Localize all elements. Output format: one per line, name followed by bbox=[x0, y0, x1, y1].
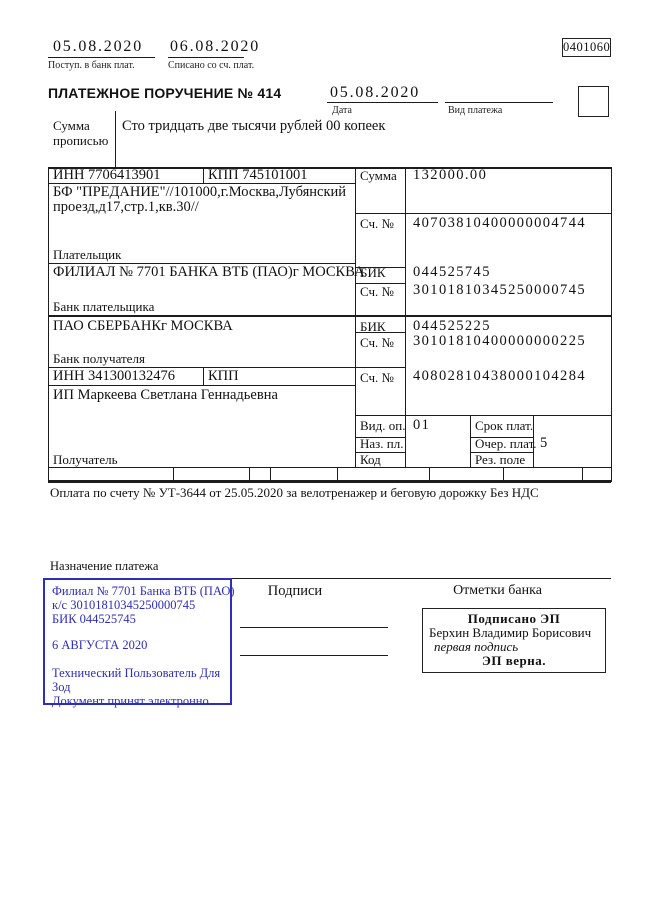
payer-section-label: Плательщик bbox=[53, 247, 122, 262]
payee-bank-section-label: Банк получателя bbox=[53, 351, 145, 366]
payer-inn-kpp-divider bbox=[203, 167, 204, 183]
bank-stamp-line: Филиал № 7701 Банка ВТБ (ПАО) bbox=[52, 584, 235, 598]
debited-date-label: Списано со сч. плат. bbox=[168, 60, 255, 71]
table-line-amount bbox=[355, 213, 611, 214]
payment-kind-checkbox bbox=[578, 86, 609, 117]
signature-line-2 bbox=[240, 655, 388, 656]
amount-words-label-1: Сумма bbox=[53, 118, 90, 133]
table-line-payee-acc bbox=[355, 415, 611, 416]
debited-date: 06.08.2020 bbox=[170, 38, 260, 55]
payee-bank-account-label: Сч. № bbox=[360, 335, 394, 350]
table-line-bottom bbox=[48, 480, 611, 483]
bank-marks-header: Отметки банка bbox=[453, 583, 542, 598]
received-date-underline bbox=[48, 57, 155, 58]
esign-title: Подписано ЭП bbox=[467, 611, 561, 626]
form-code: 0401060 bbox=[563, 40, 611, 54]
bank-stamp-line: к/с 30101810345250000745 bbox=[52, 598, 196, 612]
tax-field-divider bbox=[337, 467, 338, 480]
bank-stamp-line: Зод bbox=[52, 680, 71, 694]
amount-label: Сумма bbox=[360, 168, 397, 183]
doc-date-underline bbox=[327, 102, 438, 103]
form-code-box bbox=[562, 38, 611, 57]
doc-date-label: Дата bbox=[332, 105, 352, 116]
table-mid-divider bbox=[355, 167, 356, 467]
tax-field-divider bbox=[249, 467, 250, 480]
vid-op-label: Вид. оп. bbox=[360, 418, 406, 433]
received-date-label: Поступ. в банк плат. bbox=[48, 60, 135, 71]
doc-date: 05.08.2020 bbox=[330, 84, 420, 101]
payer-bank-account-label: Сч. № bbox=[360, 284, 394, 299]
payer-bank-account: 30101810345250000745 bbox=[413, 282, 586, 298]
purpose-text: Оплата по счету № УТ-3644 от 25.05.2020 за велотренажер и беговую дорожку Без НДС bbox=[50, 485, 539, 500]
amount-words-label-2: прописью bbox=[53, 133, 109, 148]
esign-verified: ЭП верна. bbox=[482, 653, 546, 668]
bank-stamp-line: Технический Пользователь Для bbox=[52, 666, 221, 680]
payer-account-label: Сч. № bbox=[360, 216, 394, 231]
payee-inn: ИНН 341300132476 bbox=[53, 368, 176, 384]
amount-words-value: Сто тридцать две тысячи рублей 00 копеек bbox=[122, 118, 386, 134]
rez-pole-label: Рез. поле bbox=[475, 452, 526, 467]
payee-bank-account: 30101810400000000225 bbox=[413, 333, 586, 349]
table-line-payee-inn bbox=[48, 385, 355, 386]
doc-title: ПЛАТЕЖНОЕ ПОРУЧЕНИЕ № 414 bbox=[48, 85, 282, 101]
payer-bank-bik: 044525745 bbox=[413, 264, 491, 280]
payee-name: ИП Маркеева Светлана Геннадьевна bbox=[53, 387, 278, 403]
esign-stamp bbox=[422, 608, 606, 673]
debited-date-underline bbox=[168, 57, 244, 58]
table-border-right bbox=[611, 167, 612, 482]
esign-note: первая подпись bbox=[434, 639, 519, 654]
kod-label: Код bbox=[360, 452, 381, 467]
payment-kind-underline bbox=[445, 102, 553, 103]
tax-field-divider bbox=[503, 467, 504, 480]
payer-name-line1: БФ "ПРЕДАНИЕ"//101000,г.Москва,Лубянский bbox=[53, 184, 347, 200]
received-date: 05.08.2020 bbox=[53, 38, 143, 55]
table-line-payer-bank bbox=[48, 315, 611, 317]
payer-bank-name: ФИЛИАЛ № 7701 БАНКА ВТБ (ПАО)г МОСКВА bbox=[53, 264, 365, 280]
payer-kpp: КПП 745101001 bbox=[208, 167, 308, 183]
payee-inn-kpp-divider bbox=[203, 367, 204, 385]
table-line-payee bbox=[48, 467, 611, 468]
bank-stamp-line: 6 АВГУСТА 2020 bbox=[52, 638, 148, 652]
signatures-header: Подписи bbox=[267, 583, 323, 599]
payee-bank-bik-label: БИК bbox=[360, 319, 386, 334]
vid-op-value: 01 bbox=[413, 417, 431, 433]
bank-stamp-line: БИК 044525745 bbox=[52, 612, 136, 626]
op-divider-1 bbox=[470, 415, 471, 467]
srok-plat-label: Срок плат. bbox=[475, 418, 534, 433]
payer-name-line2: проезд,д17,стр.1,кв.30// bbox=[53, 199, 199, 215]
bank-stamp bbox=[43, 578, 235, 708]
payer-inn: ИНН 7706413901 bbox=[53, 167, 161, 183]
tax-field-divider bbox=[582, 467, 583, 480]
table-border-left bbox=[48, 167, 49, 482]
naz-pl-label: Наз. пл. bbox=[360, 436, 404, 451]
amount-words-divider bbox=[115, 111, 116, 167]
payer-bank-section-label: Банк плательщика bbox=[53, 299, 155, 314]
payee-account: 40802810438000104284 bbox=[413, 368, 586, 384]
tax-field-divider bbox=[429, 467, 430, 480]
purpose-label: Назначение платежа bbox=[50, 559, 159, 573]
payee-account-label: Сч. № bbox=[360, 370, 394, 385]
amount-value: 132000.00 bbox=[413, 167, 488, 183]
payee-section-label: Получатель bbox=[53, 452, 118, 467]
payee-bank-bik: 044525225 bbox=[413, 318, 491, 334]
bank-stamp-line: Документ принят электронно bbox=[52, 694, 209, 708]
ocher-plat-label: Очер. плат. bbox=[475, 436, 537, 451]
payer-bank-bik-label: БИК bbox=[360, 265, 386, 280]
esign-name: Берхин Владимир Борисович bbox=[429, 625, 592, 640]
signature-line-1 bbox=[240, 627, 388, 628]
ocher-plat-value: 5 bbox=[540, 435, 548, 451]
tax-field-divider bbox=[270, 467, 271, 480]
payee-bank-name: ПАО СБЕРБАНКг МОСКВА bbox=[53, 318, 233, 334]
payment-kind-label: Вид платежа bbox=[448, 105, 503, 116]
tax-field-divider bbox=[173, 467, 174, 480]
payer-account: 40703810400000004744 bbox=[413, 215, 586, 231]
payee-kpp: КПП bbox=[208, 368, 239, 384]
